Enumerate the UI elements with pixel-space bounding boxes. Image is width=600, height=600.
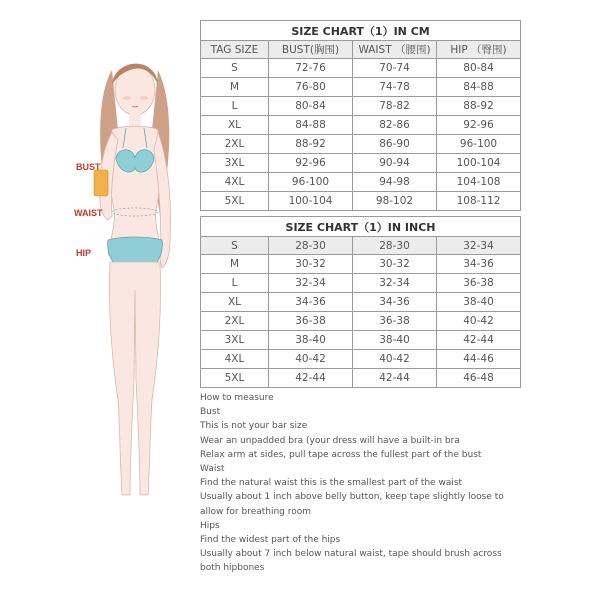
waist-cell: 30-32 xyxy=(353,255,437,274)
notes-heading: How to measure xyxy=(200,393,274,403)
table-row xyxy=(201,255,521,274)
table-row xyxy=(201,192,521,211)
waist-cell: 98-102 xyxy=(353,192,437,211)
size-cell: S xyxy=(201,237,269,255)
model-illustration xyxy=(60,40,210,510)
table-row xyxy=(201,274,521,293)
size-cell: 3XL xyxy=(201,331,269,350)
bust-cell: 92-96 xyxy=(269,154,353,173)
waist-cell: 38-40 xyxy=(353,331,437,350)
waist-cell: 78-82 xyxy=(353,97,437,116)
size-cell: XL xyxy=(201,116,269,135)
measuring-notes xyxy=(200,391,520,576)
size-cell: 4XL xyxy=(201,173,269,192)
bust-cell: 42-44 xyxy=(269,369,353,388)
notes-line: Wear an unpadded bra (your dress will have a built-in bra xyxy=(200,435,460,446)
hip-cell: 32-34 xyxy=(437,237,521,255)
waist-label: WAIST xyxy=(74,208,103,218)
table-row xyxy=(201,116,521,135)
bust-label: BUST xyxy=(76,162,101,172)
hip-label: HIP xyxy=(76,248,92,258)
size-cell: XL xyxy=(201,293,269,312)
table-row xyxy=(201,97,521,116)
size-cell: 2XL xyxy=(201,312,269,331)
hip-cell: 38-40 xyxy=(437,293,521,312)
size-cell: L xyxy=(201,97,269,116)
hip-cell: 36-38 xyxy=(437,274,521,293)
notes-line: Find the widest part of the hips xyxy=(200,535,341,546)
waist-cell: 74-78 xyxy=(353,78,437,97)
notes-waist-heading: Waist xyxy=(200,464,225,475)
header-waist: WAIST （腰围) xyxy=(353,41,437,59)
size-cell: 5XL xyxy=(201,192,269,211)
legs-shape xyxy=(109,262,160,495)
size-cell: M xyxy=(201,78,269,97)
notes-bust-heading: Bust xyxy=(200,407,221,418)
bust-cell: 88-92 xyxy=(269,135,353,154)
bust-cell: 36-38 xyxy=(269,312,353,331)
hip-cell: 104-108 xyxy=(437,173,521,192)
size-cell: 3XL xyxy=(201,154,269,173)
hip-cell: 88-92 xyxy=(437,97,521,116)
size-cell: M xyxy=(201,255,269,274)
hip-cell: 92-96 xyxy=(437,116,521,135)
size-cell: 5XL xyxy=(201,369,269,388)
table-row xyxy=(201,135,521,154)
table-row xyxy=(201,78,521,97)
bust-cell: 28-30 xyxy=(269,237,353,255)
size-cell: 2XL xyxy=(201,135,269,154)
waist-cell: 28-30 xyxy=(353,237,437,255)
bust-cell: 76-80 xyxy=(269,78,353,97)
header-bust: BUST(胸围) xyxy=(269,41,353,59)
bust-cell: 30-32 xyxy=(269,255,353,274)
hip-cell: 108-112 xyxy=(437,192,521,211)
bust-cell: 40-42 xyxy=(269,350,353,369)
waist-cell: 86-90 xyxy=(353,135,437,154)
table-row xyxy=(201,173,521,192)
waist-cell: 32-34 xyxy=(353,274,437,293)
bust-cell: 80-84 xyxy=(269,97,353,116)
hip-cell: 100-104 xyxy=(437,154,521,173)
waist-cell: 34-36 xyxy=(353,293,437,312)
bust-cell: 38-40 xyxy=(269,331,353,350)
size-cell: L xyxy=(201,274,269,293)
notes-line: Usually about 1 inch above belly button, keep tape slightly loose to allow for breathing room xyxy=(200,492,504,517)
notes-line: Usually about 7 inch below natural waist, tape should brush across both hipbones xyxy=(200,549,502,574)
table-row xyxy=(201,293,521,312)
table-row xyxy=(201,312,521,331)
table-row xyxy=(201,350,521,369)
cm-chart-title: SIZE CHART（1）IN CM xyxy=(201,21,521,41)
cm-chart-header-row xyxy=(201,41,521,59)
hip-cell: 42-44 xyxy=(437,331,521,350)
header-tag-size: TAG SIZE xyxy=(201,41,269,59)
waist-cell: 42-44 xyxy=(353,369,437,388)
waist-cell: 90-94 xyxy=(353,154,437,173)
bust-cell: 100-104 xyxy=(269,192,353,211)
size-chart-cm xyxy=(200,20,521,211)
inch-chart-title: SIZE CHART（1）IN INCH xyxy=(201,217,521,237)
waist-cell: 36-38 xyxy=(353,312,437,331)
hip-cell: 96-100 xyxy=(437,135,521,154)
size-cell: S xyxy=(201,59,269,78)
table-row xyxy=(201,154,521,173)
table-row xyxy=(201,59,521,78)
bust-cell: 84-88 xyxy=(269,116,353,135)
waist-cell: 94-98 xyxy=(353,173,437,192)
notes-line: This is not your bar size xyxy=(200,421,308,432)
notes-hips-heading: Hips xyxy=(200,520,220,531)
cup-shape xyxy=(94,170,108,196)
hip-cell: 84-88 xyxy=(437,78,521,97)
bust-cell: 72-76 xyxy=(269,59,353,78)
table-row xyxy=(201,331,521,350)
bust-cell: 32-34 xyxy=(269,274,353,293)
waist-cell: 40-42 xyxy=(353,350,437,369)
hip-cell: 40-42 xyxy=(437,312,521,331)
hip-cell: 44-46 xyxy=(437,350,521,369)
notes-line: Find the natural waist this is the smallest part of the waist xyxy=(200,478,463,489)
size-cell: 4XL xyxy=(201,350,269,369)
bust-cell: 34-36 xyxy=(269,293,353,312)
table-row xyxy=(201,237,521,255)
size-chart-inch xyxy=(200,216,521,388)
hip-cell: 34-36 xyxy=(437,255,521,274)
waist-cell: 70-74 xyxy=(353,59,437,78)
notes-line: Relax arm at sides, pull tape across the fullest part of the bust xyxy=(200,449,482,460)
bust-cell: 96-100 xyxy=(269,173,353,192)
table-row xyxy=(201,369,521,388)
hip-cell: 80-84 xyxy=(437,59,521,78)
hip-cell: 46-48 xyxy=(437,369,521,388)
header-hip: HIP （臀围) xyxy=(437,41,521,59)
waist-cell: 82-86 xyxy=(353,116,437,135)
